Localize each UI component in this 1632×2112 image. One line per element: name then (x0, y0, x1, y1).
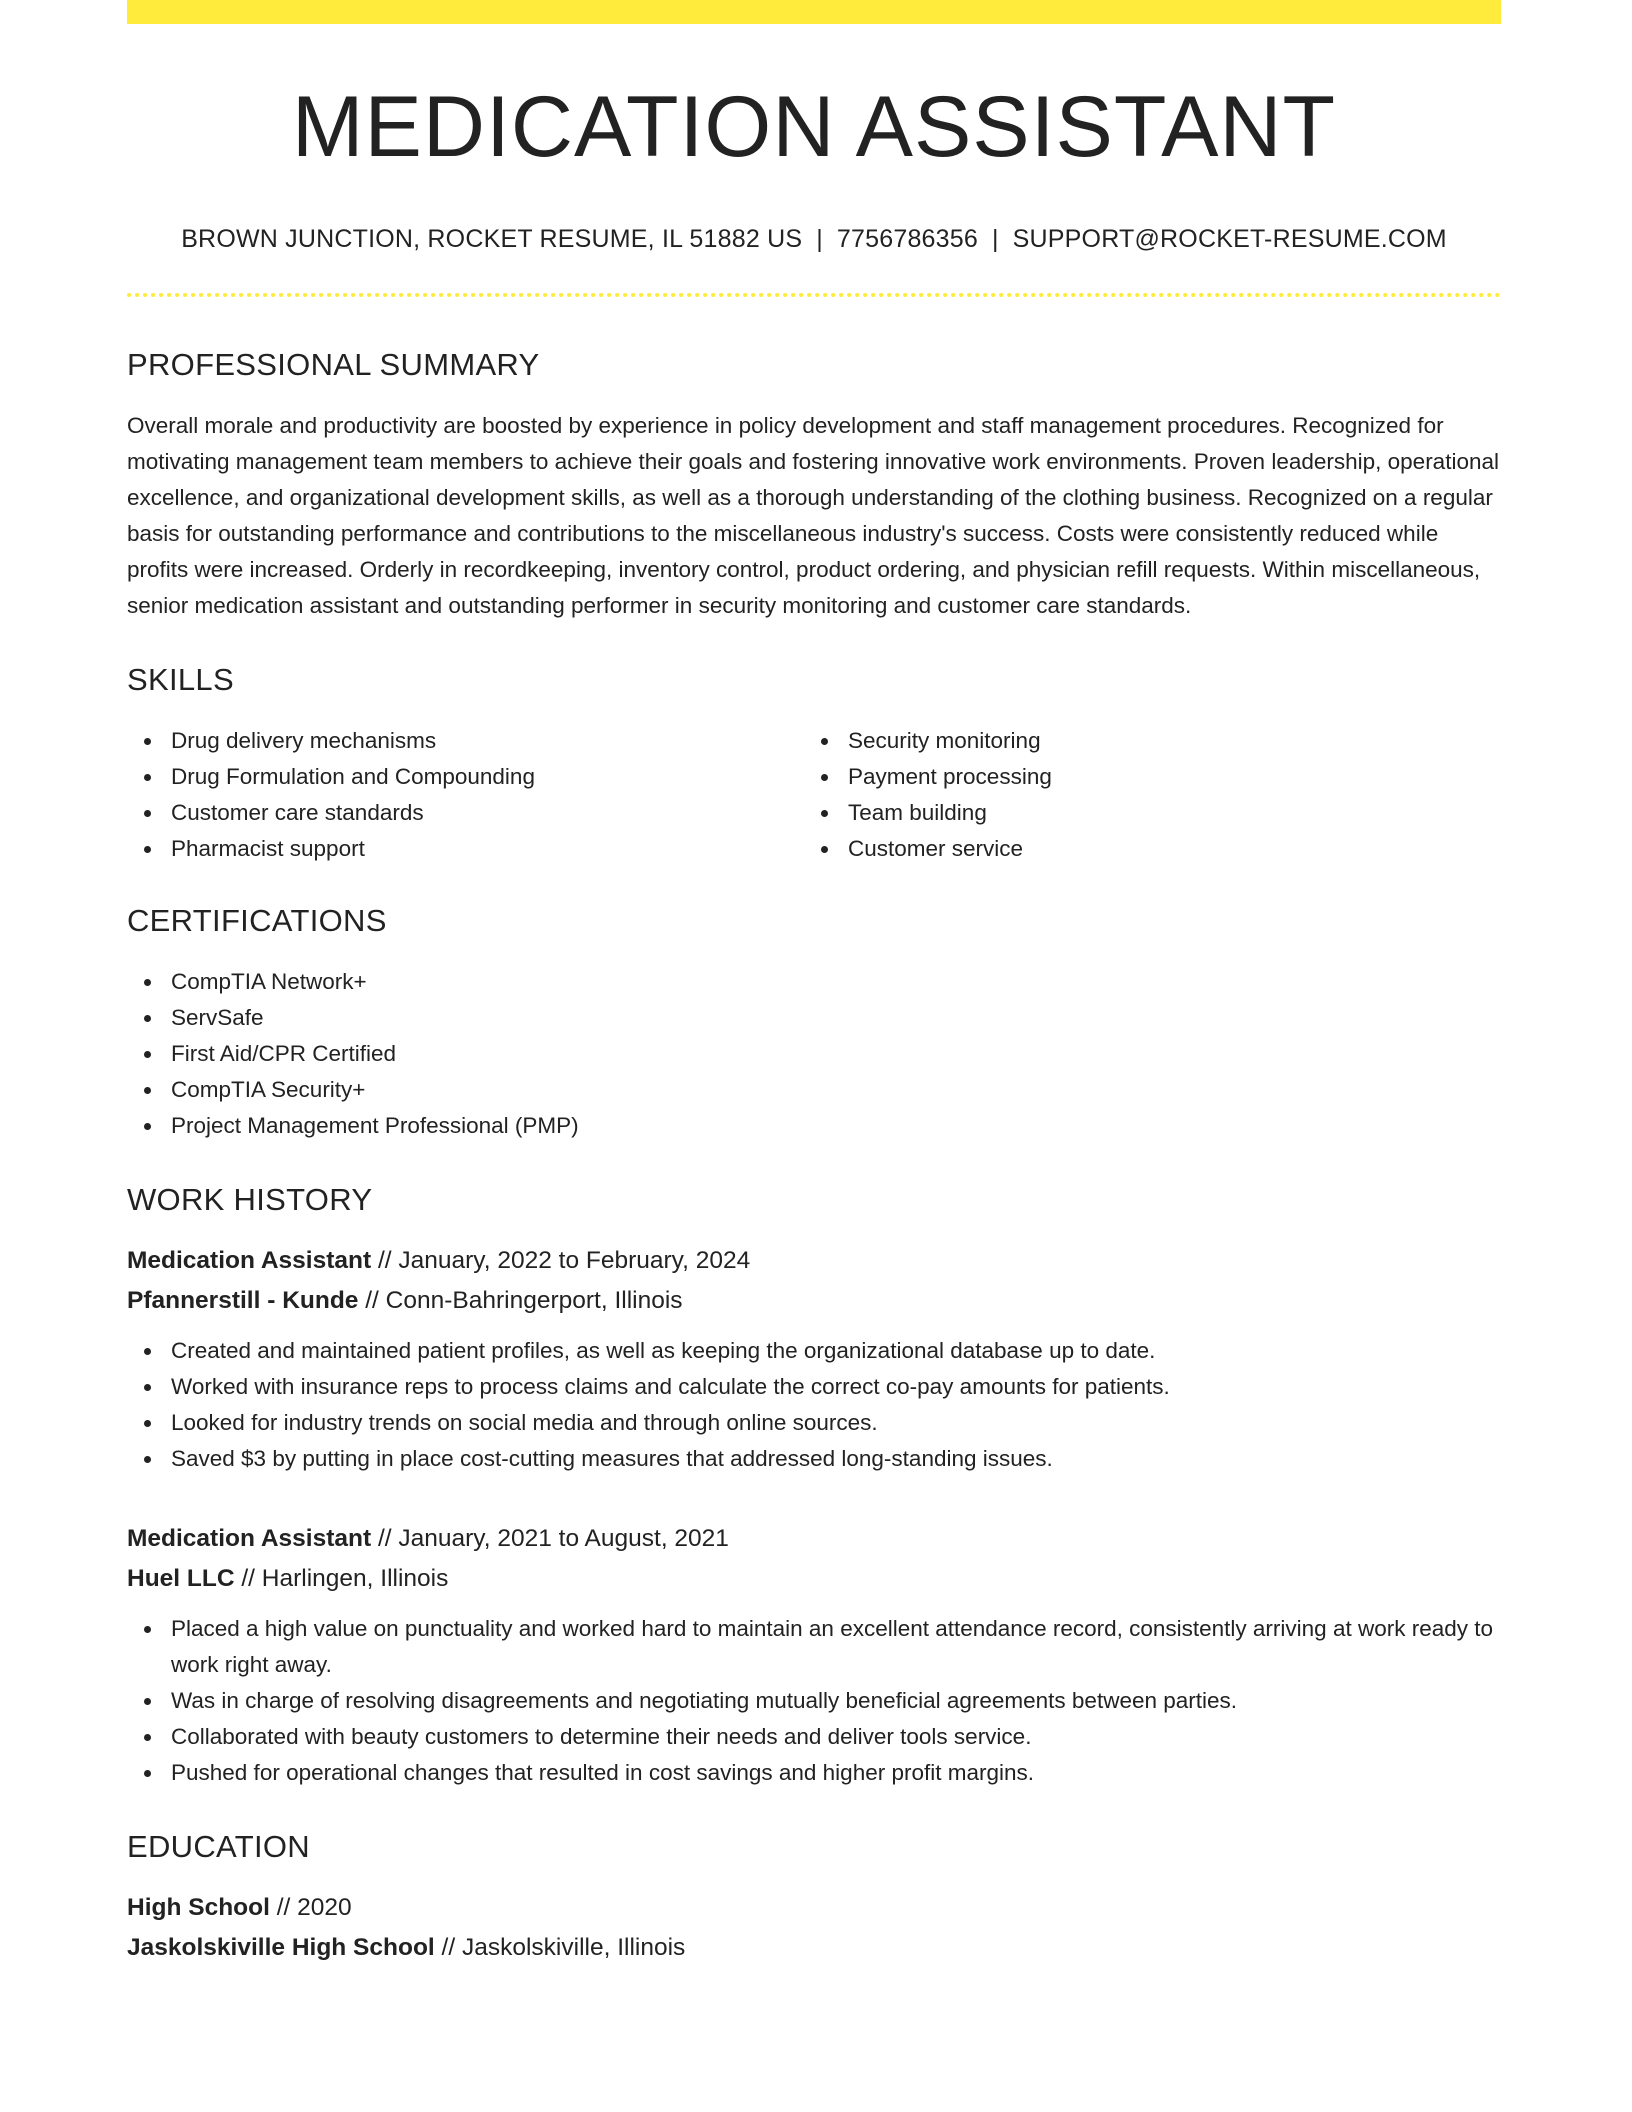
summary-text: Overall morale and productivity are boosted by experience in policy development and staff management procedures. Recognized for motivating management team members to achieve their goals and fostering innovative work environments. Proven leadership, operational excellence, and organizational development skills, as well as a thorough understanding of the clothing business. Recognized on a regular basis for outstanding performance and contributions to the miscellaneous industry's success. Costs were consistently reduced while profits were increased. Orderly in recordkeeping, inventory control, product ordering, and physician refill requests. Within miscellaneous, senior medication assistant and outstanding performer in security monitoring and customer care standards. (127, 413, 1499, 618)
certification-item: CompTIA Network+ (127, 964, 1501, 1000)
contact-email: SUPPORT@ROCKET-RESUME.COM (1012, 225, 1447, 253)
job-role-line (127, 1241, 1501, 1281)
job-bullet: Saved $3 by putting in place cost-cutting measures that addressed long-standing issues. (127, 1441, 1501, 1477)
divider: // (241, 1565, 255, 1592)
divider: // (365, 1287, 379, 1314)
job-role-line (127, 1519, 1501, 1559)
education-year: 2020 (297, 1894, 352, 1921)
job-1-bullets (127, 1333, 1501, 1477)
job-bullet: Placed a high value on punctuality and worked hard to maintain an excellent attendance record, consistently arriving at work ready to work right away. (127, 1611, 1501, 1683)
job-company-line (127, 1559, 1501, 1599)
job-company: Pfannerstill - Kunde (127, 1287, 359, 1314)
job-bullet: Looked for industry trends on social media and through online sources. (127, 1405, 1501, 1441)
contact-separator: | (816, 225, 823, 253)
job-location: Harlingen, Illinois (261, 1565, 449, 1592)
job-entry-1-header (127, 1241, 1501, 1321)
job-dates: January, 2021 to August, 2021 (398, 1525, 729, 1552)
certification-item: Project Management Professional (PMP) (127, 1108, 1501, 1144)
certifications-list (127, 964, 1501, 1144)
education-location: Jaskolskiville, Illinois (461, 1934, 686, 1961)
job-company: Huel LLC (127, 1565, 235, 1592)
education-entry (127, 1888, 1501, 1968)
contact-address: BROWN JUNCTION, ROCKET RESUME, IL 51882 US (181, 225, 803, 253)
section-title-work-history: WORK HISTORY (127, 1182, 373, 1217)
skills-list-left (127, 723, 804, 867)
certification-item: ServSafe (127, 1000, 1501, 1036)
skill-item: Customer care standards (127, 795, 804, 831)
divider: // (441, 1934, 456, 1961)
job-company-line (127, 1281, 1501, 1321)
skill-item: Customer service (804, 831, 1481, 867)
education-school-line (127, 1928, 1501, 1968)
divider: // (377, 1525, 392, 1552)
section-title-education: EDUCATION (127, 1829, 310, 1864)
job-bullet: Collaborated with beauty customers to determine their needs and deliver tools service. (127, 1719, 1501, 1755)
skill-item: Team building (804, 795, 1481, 831)
certification-item: CompTIA Security+ (127, 1072, 1501, 1108)
skill-item: Pharmacist support (127, 831, 804, 867)
job-bullet: Created and maintained patient profiles, as well as keeping the organizational database up to date. (127, 1333, 1501, 1369)
job-entry-2-header (127, 1519, 1501, 1599)
contact-separator: | (991, 225, 999, 253)
divider: // (377, 1247, 392, 1274)
divider: // (276, 1894, 291, 1921)
job-role: Medication Assistant (127, 1247, 372, 1274)
section-title-certifications: CERTIFICATIONS (127, 903, 387, 938)
job-bullet: Pushed for operational changes that resulted in cost savings and higher profit margins. (127, 1755, 1501, 1791)
top-accent-bar (127, 0, 1501, 24)
skill-item: Drug delivery mechanisms (127, 723, 804, 759)
skill-item: Payment processing (804, 759, 1481, 795)
education-school: Jaskolskiville High School (127, 1934, 435, 1961)
education-degree-line (127, 1888, 1501, 1928)
section-title-summary: PROFESSIONAL SUMMARY (127, 347, 540, 382)
job-bullet: Worked with insurance reps to process claims and calculate the correct co-pay amounts for patients. (127, 1369, 1501, 1405)
job-2-bullets (127, 1611, 1501, 1791)
contact-phone: 7756786356 (836, 225, 978, 253)
job-bullet: Was in charge of resolving disagreements and negotiating mutually beneficial agreements between parties. (127, 1683, 1501, 1719)
dotted-divider (127, 293, 1501, 297)
resume-page (127, 0, 1501, 1968)
skill-item: Security monitoring (804, 723, 1481, 759)
education-degree: High School (127, 1894, 270, 1921)
skill-item: Drug Formulation and Compounding (127, 759, 804, 795)
section-title-skills: SKILLS (127, 662, 234, 697)
contact-line (127, 227, 1501, 252)
certification-item: First Aid/CPR Certified (127, 1036, 1501, 1072)
job-dates: January, 2022 to February, 2024 (398, 1247, 751, 1274)
job-role: Medication Assistant (127, 1525, 372, 1552)
skills-list-right (804, 723, 1481, 867)
job-location: Conn-Bahringerport, Illinois (385, 1287, 683, 1314)
resume-name-title: MEDICATION ASSISTANT (291, 79, 1337, 175)
skills-grid (127, 723, 1501, 867)
